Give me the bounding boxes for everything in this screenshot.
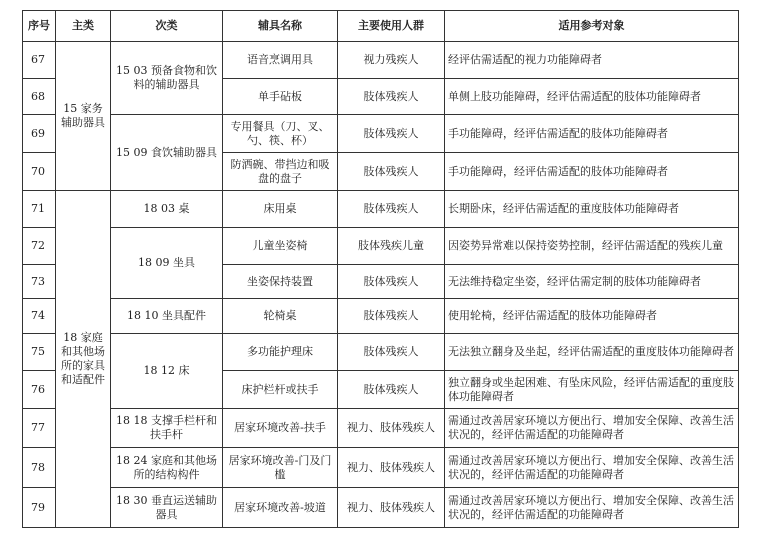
device-name: 多功能护理床 [223, 334, 338, 371]
table-row [23, 42, 739, 79]
device-name: 单手砧板 [223, 79, 338, 115]
user-group: 视力、肢体残疾人 [338, 409, 445, 448]
main-category: 18 家庭和其他场所的家具和适配件 [56, 191, 111, 528]
sub-category: 15 09 食饮辅助器具 [111, 115, 223, 191]
device-name: 坐姿保持装置 [223, 265, 338, 299]
user-group: 肢体残疾人 [338, 265, 445, 299]
user-group: 肢体残疾人 [338, 153, 445, 191]
device-name: 轮椅桌 [223, 299, 338, 334]
row-no: 73 [23, 265, 56, 299]
sub-category: 18 24 家庭和其他场所的结构构件 [111, 448, 223, 488]
device-name: 专用餐具（刀、叉、勺、筷、杯） [223, 115, 338, 153]
table-row [23, 299, 739, 334]
user-group: 肢体残疾人 [338, 371, 445, 409]
user-group: 肢体残疾人 [338, 191, 445, 228]
row-no: 79 [23, 488, 56, 528]
target: 需通过改善居家环境以方便出行、增加安全保障、改善生活状况的，经评估需适配的功能障碍者 [445, 488, 739, 528]
table-row [23, 191, 739, 228]
user-group: 视力残疾人 [338, 42, 445, 79]
header-sub-category: 次类 [111, 11, 223, 42]
table-row [23, 334, 739, 371]
target: 手功能障碍，经评估需适配的肢体功能障碍者 [445, 153, 739, 191]
target: 单侧上肢功能障碍，经评估需适配的肢体功能障碍者 [445, 79, 739, 115]
target: 使用轮椅，经评估需适配的肢体功能障碍者 [445, 299, 739, 334]
row-no: 76 [23, 371, 56, 409]
sub-category: 18 09 坐具 [111, 228, 223, 299]
row-no: 75 [23, 334, 56, 371]
row-no: 69 [23, 115, 56, 153]
target: 需通过改善居家环境以方便出行、增加安全保障、改善生活状况的，经评估需适配的功能障碍者 [445, 448, 739, 488]
sub-category: 18 12 床 [111, 334, 223, 409]
device-name: 居家环境改善-门及门槛 [223, 448, 338, 488]
table-row [23, 409, 739, 448]
row-no: 77 [23, 409, 56, 448]
target: 长期卧床，经评估需适配的重度肢体功能障碍者 [445, 191, 739, 228]
sub-category: 18 10 坐具配件 [111, 299, 223, 334]
row-no: 71 [23, 191, 56, 228]
sub-category: 15 03 预备食物和饮料的辅助器具 [111, 42, 223, 115]
sub-category: 18 18 支撑手栏杆和扶手杆 [111, 409, 223, 448]
main-category: 15 家务辅助器具 [56, 42, 111, 191]
device-name: 语音烹调用具 [223, 42, 338, 79]
header-row [23, 11, 739, 42]
row-no: 70 [23, 153, 56, 191]
target: 手功能障碍，经评估需适配的肢体功能障碍者 [445, 115, 739, 153]
table-row [23, 448, 739, 488]
row-no: 67 [23, 42, 56, 79]
table-row [23, 115, 739, 153]
user-group: 视力、肢体残疾人 [338, 448, 445, 488]
user-group: 肢体残疾儿童 [338, 228, 445, 265]
target: 经评估需适配的视力功能障碍者 [445, 42, 739, 79]
target: 独立翻身或坐起困难、有坠床风险，经评估需适配的重度肢体功能障碍者 [445, 371, 739, 409]
sub-category: 18 30 垂直运送辅助器具 [111, 488, 223, 528]
user-group: 肢体残疾人 [338, 115, 445, 153]
device-name: 防洒碗、带挡边和吸盘的盘子 [223, 153, 338, 191]
device-name: 居家环境改善-扶手 [223, 409, 338, 448]
header-target: 适用参考对象 [445, 11, 739, 42]
sub-category: 18 03 桌 [111, 191, 223, 228]
device-name: 床护栏杆或扶手 [223, 371, 338, 409]
device-name: 居家环境改善-坡道 [223, 488, 338, 528]
row-no: 78 [23, 448, 56, 488]
target: 因姿势异常难以保持姿势控制，经评估需适配的残疾儿童 [445, 228, 739, 265]
target: 无法独立翻身及坐起，经评估需适配的重度肢体功能障碍者 [445, 334, 739, 371]
user-group: 肢体残疾人 [338, 79, 445, 115]
row-no: 68 [23, 79, 56, 115]
header-user-group: 主要使用人群 [338, 11, 445, 42]
header-no: 序号 [23, 11, 56, 42]
target: 无法维持稳定坐姿，经评估需定制的肢体功能障碍者 [445, 265, 739, 299]
assistive-devices-table [22, 10, 739, 528]
user-group: 肢体残疾人 [338, 299, 445, 334]
device-name: 儿童坐姿椅 [223, 228, 338, 265]
user-group: 视力、肢体残疾人 [338, 488, 445, 528]
user-group: 肢体残疾人 [338, 334, 445, 371]
header-device-name: 辅具名称 [223, 11, 338, 42]
row-no: 72 [23, 228, 56, 265]
target: 需通过改善居家环境以方便出行、增加安全保障、改善生活状况的，经评估需适配的功能障碍者 [445, 409, 739, 448]
table-row [23, 228, 739, 265]
device-name: 床用桌 [223, 191, 338, 228]
header-main-category: 主类 [56, 11, 111, 42]
row-no: 74 [23, 299, 56, 334]
table-row [23, 488, 739, 528]
